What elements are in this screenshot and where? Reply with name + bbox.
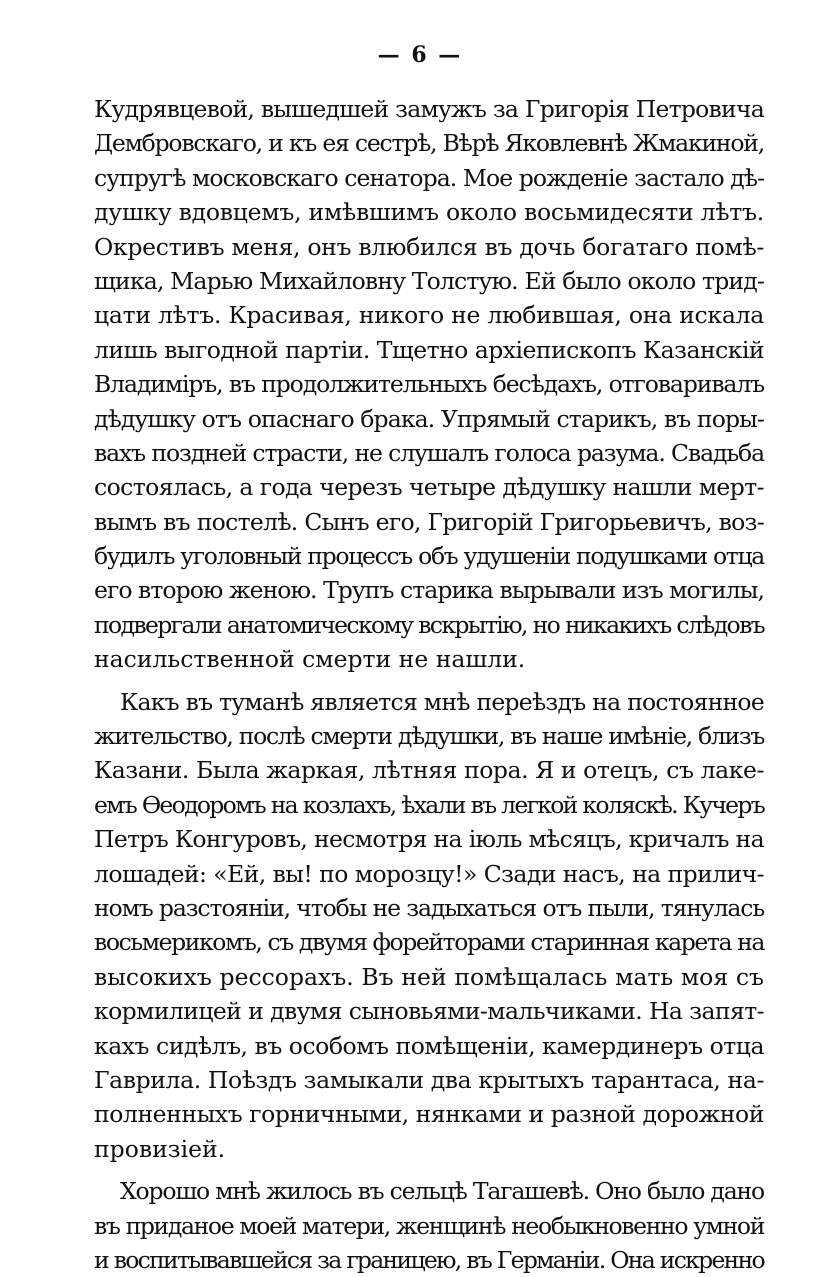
text-line: вахъ поздней страсти, не слушалъ голоса разума. Свадьба	[94, 438, 764, 467]
text-line: щика, Марью Михайловну Толстую. Ей было около трид-	[94, 266, 764, 295]
text-line: въ приданое моей матери, женщинѣ необыкновенно умной	[94, 1211, 764, 1240]
text-line: и воспитывавшейся за границею, въ Германіи. Она искренно	[94, 1245, 764, 1274]
text-line: кормилицей и двумя сыновьями-мальчиками. На запят-	[94, 997, 764, 1026]
paragraph-gap	[94, 1166, 764, 1174]
text-line: Владиміръ, въ продолжительныхъ бесѣдахъ, отговаривалъ	[94, 370, 764, 399]
text-line: номъ разстояніи, чтобы не задыхаться отъ пыли, тянулась	[94, 893, 764, 922]
text-line: состоялась, а года черезъ четыре дѣдушку нашли мерт-	[94, 473, 764, 502]
text-line: Казани. Была жаркая, лѣтняя пора. Я и отецъ, съ лаке-	[94, 756, 764, 785]
text-line: лошадей: «Ей, вы! по морозцу!» Сзади насъ, на прилич-	[94, 859, 764, 888]
text-line: насильственной смерти не нашли.	[94, 645, 526, 674]
text-line: Хорошо мнѣ жилось въ сельцѣ Тагашевѣ. Оно было дано	[120, 1177, 764, 1206]
text-line: дѣдушку отъ опаснаго брака. Упрямый старикъ, въ поры-	[94, 404, 764, 433]
page-body	[94, 92, 764, 1277]
text-line: Петръ Конгуровъ, несмотря на іюль мѣсяцъ, кричалъ на	[94, 825, 764, 854]
paragraph	[94, 685, 764, 1166]
text-line: Какъ въ туманѣ является мнѣ переѣздъ на постоянное	[120, 687, 764, 716]
text-line: вымъ въ постелѣ. Сынъ его, Григорій Григорьевичъ, воз-	[94, 507, 764, 536]
text-line: Кудрявцевой, вышедшей замужъ за Григорія Петровича	[94, 95, 764, 123]
text-line: лишь выгодной партіи. Тщетно архіепископъ Казанскій	[94, 335, 764, 364]
text-line: полненныхъ горничными, нянками и разной дорожной	[94, 1100, 764, 1129]
text-line: кахъ сидѣлъ, въ особомъ помѣщеніи, камердинеръ отца	[94, 1031, 764, 1060]
page-number: — 6 —	[377, 42, 463, 68]
text-line: будилъ уголовный процессъ объ удушеніи подушками отца	[94, 542, 764, 571]
text-line: Гаврила. Поѣздъ замыкали два крытыхъ тарантаса, на-	[94, 1065, 764, 1094]
paragraph-gap	[94, 677, 764, 685]
text-line: цати лѣтъ. Красивая, никого не любившая, она искала	[94, 301, 764, 330]
text-line: душку вдовцемъ, имѣвшимъ около восьмидесяти лѣтъ.	[94, 198, 764, 227]
paragraph	[94, 1174, 764, 1277]
paragraph	[94, 92, 764, 677]
text-line: высокихъ рессорахъ. Въ ней помѣщалась мать моя съ	[94, 962, 764, 991]
text-line: жительство, послѣ смерти дѣдушки, въ наше имѣніе, близъ	[94, 722, 764, 751]
text-line: Окрестивъ меня, онъ влюбился въ дочь богатаго помѣ-	[94, 232, 764, 261]
text-line: провизіей.	[94, 1134, 226, 1163]
text-line: емъ Ѳеодоромъ на козлахъ, ѣхали въ легкой коляскѣ. Кучеръ	[94, 790, 764, 819]
text-line: Дембровскаго, и къ ея сестрѣ, Вѣрѣ Яковлевнѣ Жмакиной,	[94, 129, 764, 158]
text-line: восьмерикомъ, съ двумя форейторами старинная карета на	[94, 928, 764, 957]
text-line: его второю женою. Трупъ старика вырывали изъ могилы,	[94, 576, 764, 605]
text-line: подвергали анатомическому вскрытію, но никакихъ слѣдовъ	[94, 610, 764, 639]
text-line: супругѣ московскаго сенатора. Мое рожденіе застало дѣ-	[94, 163, 764, 192]
